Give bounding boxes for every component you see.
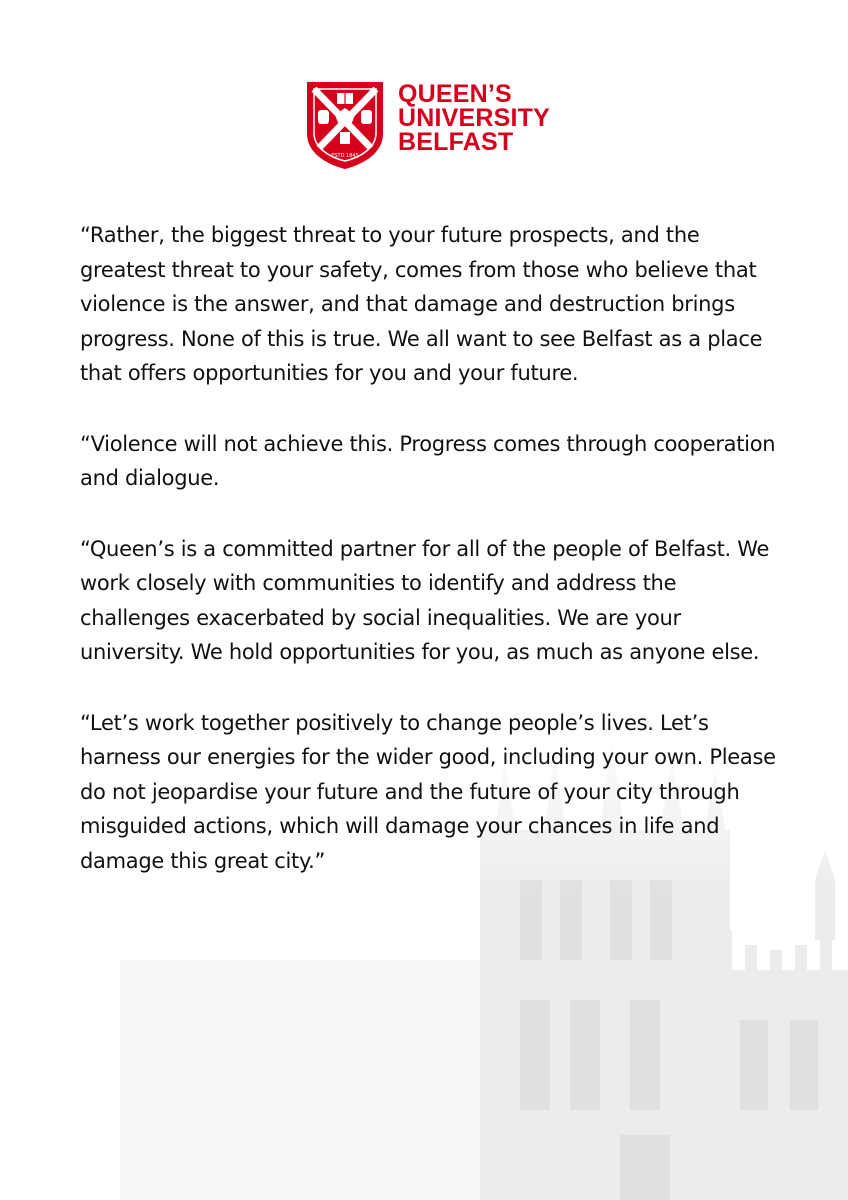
university-name xyxy=(398,82,550,154)
statement-body xyxy=(80,218,780,914)
paragraph-4: “Let’s work together positively to change people’s lives. Let’s harness our energies for the wider good, including your own. Please do not jeopardise your future and the future of your city through misguided actions, which will damage your chances in life and damage this great city.” xyxy=(80,710,776,873)
university-name-line-3: BELFAST xyxy=(398,128,514,156)
crest-text: ESTD 1845 xyxy=(331,153,359,159)
university-name-line-1: QUEEN’S xyxy=(398,80,512,108)
paragraph-3: “Queen’s is a committed partner for all of the people of Belfast. We work closely with communities to identify and address the challenges exacerbated by social inequalities. We are your university. We hold opportunities for you, as much as anyone else. xyxy=(80,536,770,664)
crest-icon xyxy=(305,80,385,170)
university-logo xyxy=(305,80,550,170)
paragraph-2: “Violence will not achieve this. Progress comes through cooperation and dialogue. xyxy=(80,431,776,490)
university-name-line-2: UNIVERSITY xyxy=(398,104,551,132)
paragraph-1: “Rather, the biggest threat to your future prospects, and the greatest threat to your safety, comes from those who believe that violence is the answer, and that damage and destruction brings progress. None of this is true. We all want to see Belfast as a place that offers opportunities for you and your future. xyxy=(80,223,763,385)
